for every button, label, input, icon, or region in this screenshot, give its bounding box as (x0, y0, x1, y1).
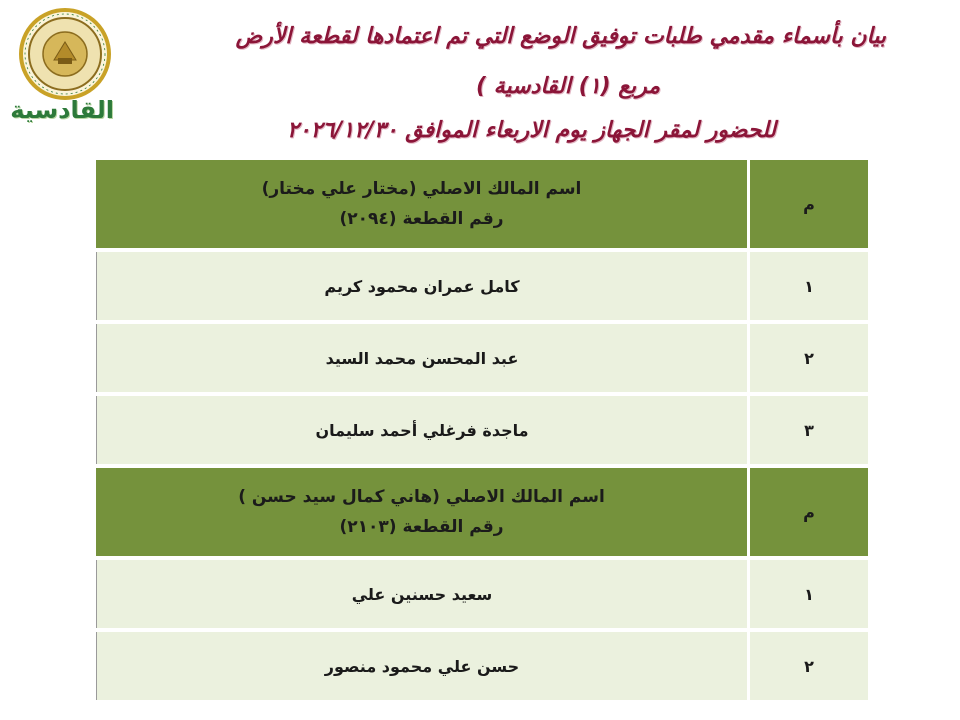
applicant-name: حسن علي محمود منصور (96, 632, 747, 700)
table-row (96, 632, 871, 700)
table-row (96, 560, 871, 628)
row-number: ٢ (747, 632, 871, 700)
logo-caption: القادسية (10, 96, 114, 124)
row-number: ٣ (747, 396, 871, 464)
applicant-name: عبد المحسن محمد السيد (96, 324, 747, 392)
page-title: بيان بأسماء مقدمي طلبات توفيق الوضع التي تم اعتمادها لقطعة الأرض (235, 24, 886, 49)
applicant-name: سعيد حسنين علي (96, 560, 747, 628)
row-number: ٢ (747, 324, 871, 392)
original-owner-label: اسم المالك الاصلي (مختار علي مختار) (261, 179, 582, 199)
attendance-note: للحضور لمقر الجهاز يوم الاربعاء الموافق ٢٠٢٦/١٢/٣٠ (286, 118, 776, 143)
table-row (96, 252, 871, 320)
applicant-name: كامل عمران محمود كريم (96, 252, 747, 320)
group-header-row (96, 468, 871, 556)
row-number: ١ (747, 560, 871, 628)
number-column-header: م (747, 468, 871, 556)
city-seal-icon (12, 8, 118, 104)
table-row (96, 396, 871, 464)
original-owner-label: اسم المالك الاصلي (هاني كمال سيد حسن ) (238, 487, 605, 507)
row-number: ١ (747, 252, 871, 320)
group-header-row (96, 160, 871, 248)
applicant-name: ماجدة فرغلي أحمد سليمان (96, 396, 747, 464)
table-row (96, 324, 871, 392)
plot-number-label: رقم القطعة (٢٠٩٤) (339, 209, 504, 229)
owner-header-cell (96, 468, 747, 556)
applicants-table (96, 156, 871, 704)
plot-number-label: رقم القطعة (٢١٠٣) (339, 517, 504, 537)
page-subtitle: مربع (١) القادسية ) (475, 74, 660, 99)
number-column-header: م (747, 160, 871, 248)
owner-header-cell (96, 160, 747, 248)
